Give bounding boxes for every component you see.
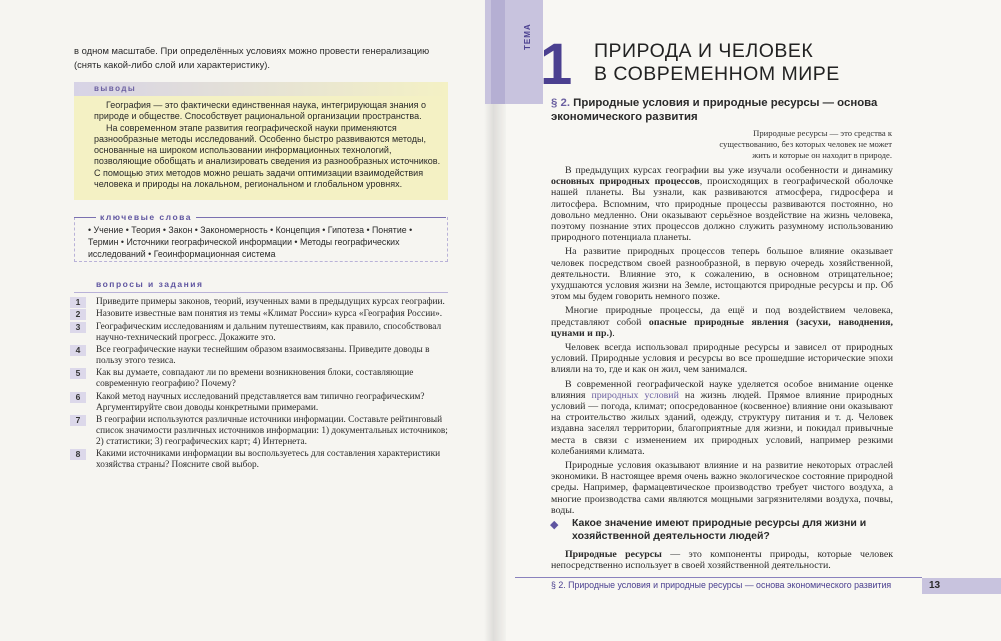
body-paragraph: На развитие природных процессов теперь большое влияние оказывает человек посредством своей разнообразной, в первую очередь хозяйственной, деятельности. Влияние это, к сожалению, в основном отрицательное; ухудшаются условия жизни на Земле, истощаются природные ресурсы и пр. Об этом мы будем говорить немного позже.: [551, 246, 893, 303]
text-run: В современной географической науке уделяется особое внимание оценке влияния: [551, 378, 893, 401]
keywords-text: • Учение • Теория • Закон • Закономерность • Концепция • Гипотеза • Понятие • Термин • Источники географической информации • Методы географических исследований • Геоинформационная система: [88, 225, 413, 259]
body-paragraph: Человек всегда использовал природные ресурсы и зависел от природных условий. Природные условия и ресурсы во все прошедшие исторические эпохи влияли на то, где и как он жил, чем занимался.: [551, 342, 893, 376]
text-run: .: [612, 327, 615, 339]
question-number: 7: [70, 415, 86, 426]
question-item: [70, 345, 455, 367]
keywords-title: ключевые слова: [96, 212, 196, 222]
page-number: 13: [929, 580, 941, 591]
glossary-link[interactable]: природных условий: [591, 389, 679, 401]
page-number-tab: [922, 578, 1001, 594]
question-text: Как вы думаете, совпадают ли по времени возникновения блоки, составляющие современную географию? Почему?: [96, 368, 414, 390]
question-number: 2: [70, 309, 86, 320]
diamond-bullet-icon: ◆: [550, 519, 559, 531]
section-mark: § 2.: [551, 97, 570, 109]
question-item: [70, 322, 455, 344]
text-run: В предыдущих курсах географии вы уже изучали особенности и динамику: [565, 165, 893, 176]
body-paragraph: Природные условия оказывают влияние и на развитие некоторых отраслей экономики. В настоящее время очень важно экологическое состояние природной среды. Например, фармацевтическое производство требует чистого воздуха, а многие производства сами являются мощными загрязнителями воздуха, почвы, воды.: [551, 460, 893, 516]
question-item: [70, 309, 455, 320]
question-heading: Какое значение имеют природные ресурсы для жизни и хозяйственной деятельности людей?: [572, 517, 867, 542]
conclusions-text: [94, 100, 442, 190]
question-item: [70, 392, 455, 414]
question-text: Приведите примеры законов, теорий, изученных вами в предыдущих курсах географии.: [96, 297, 445, 307]
bold-term: основных природных процессов: [551, 176, 700, 188]
question-text: В географии используются различные источники информации. Составьте рейтинговый список значимости различных источников информации: 1) документальных источников; 2) статистики; 3) географических карт; 4) Интернета.: [96, 415, 448, 447]
question-text: Все географические науки теснейшим образом взаимосвязаны. Приведите доводы в пользу этого тезиса.: [96, 345, 430, 367]
text-run: — это компоненты природы, которые человек непосредственно использует в своей хозяйственной деятельности.: [551, 549, 894, 572]
text-run: , происходящих в географической оболочке нашей планеты. Вы узнали, как развиваются атмосфера, гидросфера и литосфера. Вспомним, что природные процессы развиваются постоянно, но довольно медленно. Они оказывают серьёзное воздействие на жизнь человека, поэтому познание этих процессов должно служить разумному использованию природного потенциала планеты.: [551, 176, 893, 244]
running-footer: § 2. Природные условия и природные ресурсы — основа экономического развития: [551, 580, 892, 590]
conclusions-paragraph: География — это фактически единственная наука, интегрирующая знания о природе и обществе. Способствует рациональной организации пространства.: [94, 100, 427, 122]
keywords-block: [74, 212, 448, 260]
questions-list: [70, 297, 455, 473]
section-heading: [551, 96, 881, 124]
bold-term: Природные ресурсы: [565, 549, 662, 560]
text-run: Многие природные процессы, да ещё и под воздействием человека, представляют собой: [551, 305, 893, 328]
left-page: [0, 0, 494, 641]
tema-number: 1: [540, 32, 573, 97]
question-text: Географическим исследованиям и дальним путешествиям, как правило, способствовал научно-технический прогресс. Докажите это.: [96, 321, 442, 343]
tema-title: [594, 40, 840, 86]
question-item: [70, 415, 455, 448]
intro-text: в одном масштабе. При определённых условиях можно провести генерализацию (снять какой-либо слой или характеристику).: [74, 45, 430, 70]
question-text: Какой метод научных исследований представляется вам типично географическим? Аргументируйте свои доводы конкретными примерами.: [96, 391, 425, 413]
section-title: Природные условия и природные ресурсы — основа экономического развития: [551, 97, 878, 123]
footer-rule: [515, 577, 922, 578]
conclusions-box: [74, 82, 448, 200]
text-run: на жизнь людей. Прямое влияние природных условий — погода, климат; опосредованное (косвенное) влияние они оказывают на строительство жилых зданий, одежду, структуру питания и т. д. Человек издавна заселял территории, благоприятные для жизни, и покидал привычные места в связи с изменением их природных условий, например резкими колебаниями климата.: [551, 389, 893, 457]
body-paragraph: [551, 305, 893, 339]
body-paragraph: [551, 549, 893, 571]
bold-term: опасные природные явления (засухи, наводнения, цунами и пр.): [551, 316, 893, 339]
tema-title-line: ПРИРОДА И ЧЕЛОВЕК: [594, 40, 814, 62]
conclusions-title: выводы: [94, 84, 137, 93]
body-text: [551, 165, 893, 519]
question-number: 6: [70, 392, 86, 403]
body-paragraph: [551, 379, 893, 457]
tema-title-line: В СОВРЕМЕННОМ МИРЕ: [594, 63, 840, 85]
question-item: [70, 368, 455, 390]
question-text: Назовите известные вам понятия из темы «Климат России» курса «География России».: [96, 309, 443, 320]
questions-title: вопросы и задания: [96, 279, 204, 289]
question-number: 4: [70, 345, 86, 356]
question-number: 3: [70, 322, 86, 333]
tema-tab-stripe: [491, 0, 505, 104]
conclusions-paragraph: На современном этапе развития географической науки применяются разнообразные методы исследований. Особенно быстро развиваются методы, основанные на широком использовании информационных технологий, позволяющие обобщать и анализировать сведения из разнообразных источников. С помощью этих методов можно решать задачи оптимизации взаимодействия человека и природы на локальном, региональном и глобальном уровнях.: [94, 122, 441, 190]
questions-rule: [74, 292, 448, 293]
tema-label: ТЕМА: [523, 23, 532, 50]
question-number: 1: [70, 297, 86, 308]
question-text: Какими источниками информации вы воспользуетесь для составления характеристики хозяйства страны? Поясните свой выбор.: [96, 449, 441, 471]
question-item: [70, 297, 455, 308]
body-paragraph: [551, 165, 893, 243]
question-number: 8: [70, 449, 86, 460]
epigraph: Природные ресурсы — это средства к существованию, без которых человек не может жить и которые он находит в природе.: [719, 128, 892, 160]
question-item: [70, 449, 455, 471]
question-number: 5: [70, 368, 86, 379]
